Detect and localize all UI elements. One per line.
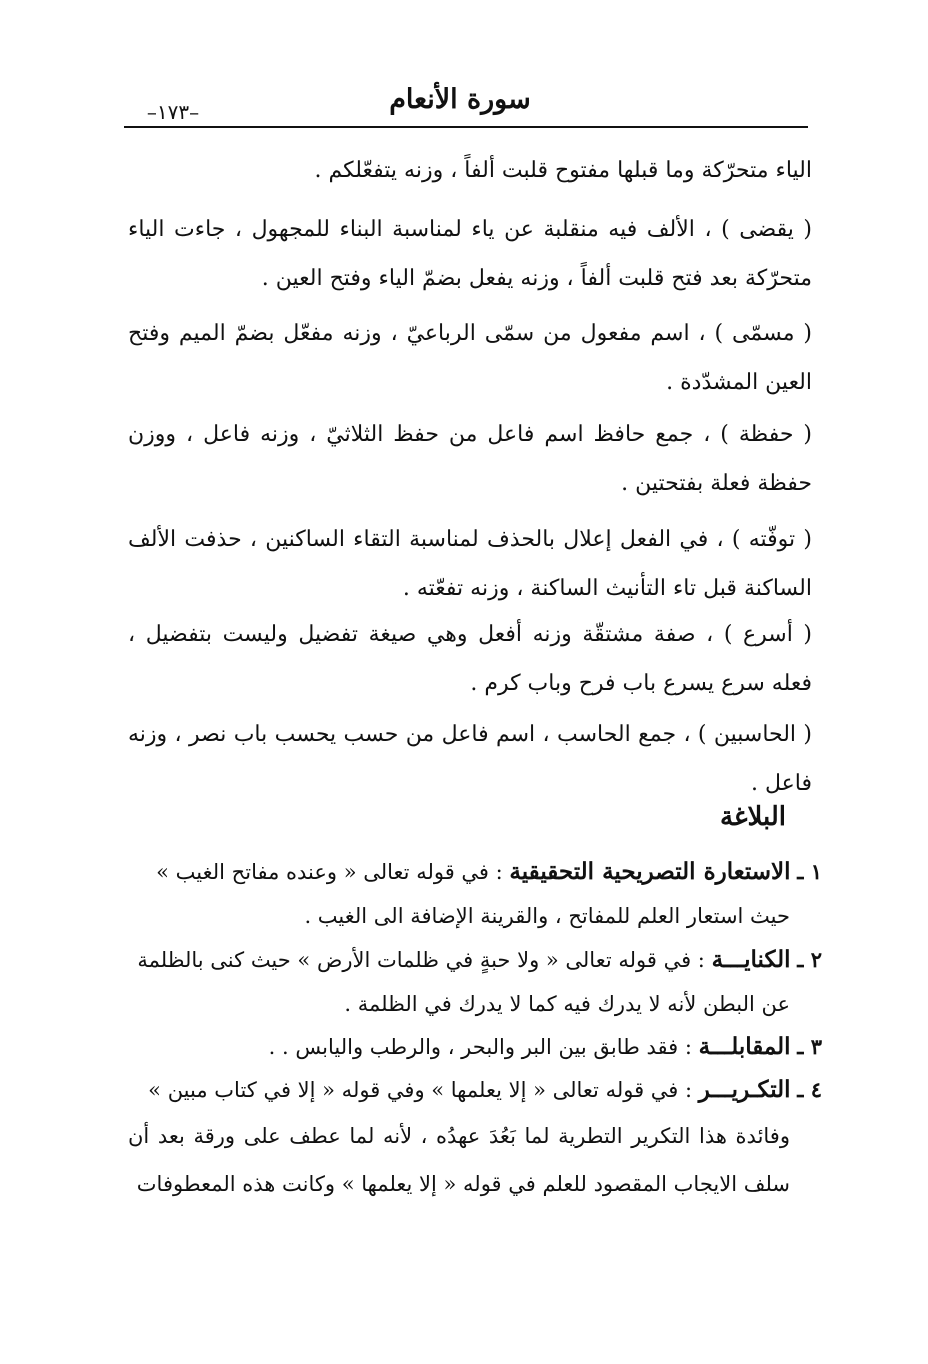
item-first-line	[128, 938, 822, 982]
item-first-line	[128, 1068, 822, 1112]
rhetoric-item	[128, 1068, 822, 1208]
paragraph	[128, 205, 812, 303]
paragraph	[128, 710, 812, 808]
paragraph-text: ( توفّته ) ، في الفعل إعلال بالحذف لمناسبة التقاء الساكنين ، حذفت الألف الساكنة قبل تاء التأنيث الساكنة ، وزنه تفعّته .	[128, 527, 812, 601]
page-title: سورة الأنعام	[389, 84, 531, 115]
paragraph-text: ( مسمّى ) ، اسم مفعول من سمّى الرباعيّ ، وزنه مفعّل بضمّ الميم وفتح العين المشدّدة .	[128, 321, 812, 395]
paragraph-text: ( أسرع ) ، صفة مشتقّة وزنه أفعل وهي صيغة تفضيل وليست بتفضيل ، فعله سرع يسرع باب فرح وباب كرم .	[128, 622, 812, 696]
item-text: : في قوله تعالى « وعنده مفاتح الغيب »	[156, 860, 503, 884]
paragraph-text: ( حفظة ) ، جمع حافظ اسم فاعل من حفظ الثلاثيّ ، وزنه فاعل ، ووزن حفظة فعلة بفتحتين .	[128, 422, 812, 496]
item-text: : فقد طابق بين البر والبحر ، والرطب واليابس . .	[268, 1035, 692, 1059]
item-number: ٣ ـ	[797, 1034, 822, 1059]
item-continuation: وفائدة هذا التكرير التطرية لما بَعُدَ عهدُه ، لأنه لما عطف على ورقة بعد أن سلف الايجاب المقصود للعلم في قوله « إلا يعلمها » وكانت هذه المعطوفات	[128, 1124, 790, 1196]
paragraph	[128, 146, 812, 195]
paragraph-text: ( الحاسبين ) ، جمع الحاسب ، اسم فاعل من حسب يحسب باب نصر ، وزنه فاعل .	[128, 722, 812, 796]
item-first-line	[128, 1025, 822, 1069]
rhetoric-item	[128, 850, 822, 938]
rhetoric-item	[128, 938, 822, 1026]
item-text: : في قوله تعالى « إلا يعلمها » وفي قوله « إلا في كتاب مبين »	[148, 1078, 693, 1102]
item-term: التكـريـــر	[698, 1076, 791, 1103]
paragraph	[128, 309, 812, 407]
paragraph-text: ( يقضى ) ، الألف فيه منقلبة عن ياء لمناسبة البناء للمجهول ، جاءت الياء متحرّكة بعد فتح قلبت ألفاً ، وزنه يفعل بضمّ الياء وفتح العين .	[128, 217, 812, 291]
page-number: –١٧٣–	[146, 100, 200, 124]
paragraph	[128, 515, 812, 613]
item-first-line	[128, 850, 822, 894]
section-heading: البلاغة	[719, 802, 786, 832]
paragraph	[128, 410, 812, 508]
item-number: ٤ ـ	[797, 1077, 822, 1102]
paragraph-text: الياء متحرّكة وما قبلها مفتوح قلبت ألفاً ، وزنه يتفعّلكم .	[314, 158, 812, 183]
paragraph	[128, 610, 812, 708]
item-continuation: عن البطن لأنه لا يدرك فيه كما لا يدرك في الظلمة .	[344, 992, 790, 1016]
item-term: الكنايـــة	[711, 946, 791, 973]
header-divider	[124, 126, 808, 128]
item-continuation: حيث استعار العلم للمفاتح ، والقرينة الإضافة الى الغيب .	[304, 904, 790, 928]
item-text: : في قوله تعالى « ولا حبةٍ في ظلمات الأرض » حيث كنى بالظلمة	[137, 948, 705, 972]
item-number: ٢ ـ	[797, 947, 822, 972]
rhetoric-item	[128, 1025, 822, 1069]
item-term: المقابلـــة	[698, 1033, 791, 1060]
item-term: الاستعارة التصريحية التحقيقية	[509, 858, 791, 885]
item-number: ١ ـ	[797, 859, 822, 884]
